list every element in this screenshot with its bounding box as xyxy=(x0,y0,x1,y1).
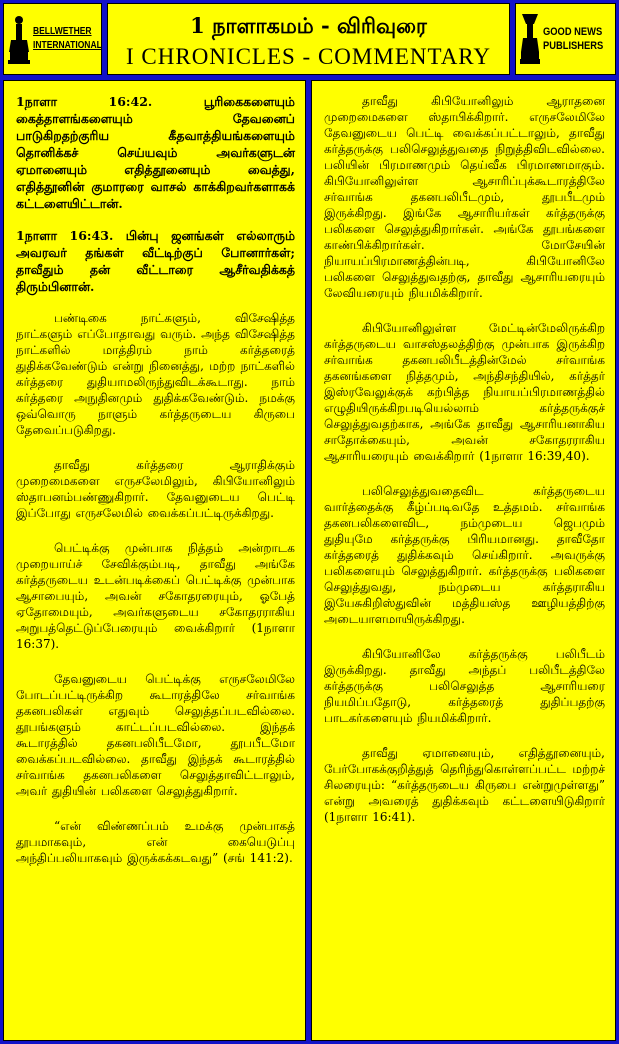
commentary-paragraph: தாவீது ஏமானையும், எதித்தூனையும், பேர்போகக்குறித்துத் தெரிந்துகொள்ளப்பட்ட மற்றச் சிலரையும்: “கர்த்தருடைய கிருபை என்றுமுள்ளது” என்று அவரைத் துதிக்கவும் கட்டளையிடுகிறார் (1நாளா 16:41). xyxy=(324,746,605,824)
commentary-paragraph: கிபியோனிலே கர்த்தருக்கு பலிபீடம் இருக்கிறது. தாவீது அந்தப் பலிபீடத்திலே கர்த்தருக்கு பலிசெலுத்த ஆசாரியரை நியமிப்பதோடு, கர்த்தரைத் துதிப்பதற்கு பாடகர்களையும் நியமிக்கிறார். xyxy=(324,647,605,725)
commentary-quote: “என் விண்ணப்பம் உமக்கு முன்பாகத் தூபமாகவும், என் கையெடுப்பு அந்திப்பலியாகவும் இருக்கக்கடவது” (சங் 141:2). xyxy=(16,819,295,865)
commentary-paragraph: தாவீது கிபியோனிலும் ஆராதனை முறைமைகளை ஸ்தாபிக்கிறார். எருசலேமிலே தேவனுடைய பெட்டி வைக்கப்பட்டாலும், தாவீது கர்த்தருக்கு பலிசெலுத்துவதை நிறுத்திவிடவில்லை. பலியின் பிரமாணமும் தெய்வீக பிரமாணமாகும். கிபியோனிலுள்ள ஆசாரிப்புக்கூடாரத்திலே சர்வாங்க தகனபலிபீடமும், தூபபீடமும் இருக்கிறது. இங்கே ஆசாரியர்கள் கர்த்தருக்கு பலிகளை செலுத்துகிறார்கள். அங்கே தூபங்களை காண்பிக்கிறார்கள். மோசேயின் நியாயப்பிரமாணத்தின்படி, கிபியோனிலே பலிகளை செலுத்துவதற்கு, தாவீது ஆசாரியரையும் லேவியரையும் நியமிக்கிறார். xyxy=(324,94,605,300)
verse-16-42: 1நாளா 16:42. பூரிகைகளையும் கைத்தாளங்களையும் தேவனைப் பாடுகிறதற்குரிய கீதவாத்தியங்களையும் தொனிக்கச் செய்யவும் அவர்களுடன் ஏமானையும் எதித்தூனையும் வைத்து, எதித்தூனின் குமாரரை வாசல் காக்கிறவர்களாகக் கட்டளையிட்டான். xyxy=(16,94,295,211)
commentary-paragraph: தேவனுடைய பெட்டிக்கு எருசலேமிலே போடப்பட்டிருக்கிற கூடாரத்திலே சர்வாங்க தகனபலிகள் எதுவும் செலுத்தப்படவில்லை. தூபங்களும் காட்டப்படவில்லை. இந்தக் கூடாரத்தில் தகனபலிபீடமோ, தூபபீடமோ வைக்கப்படவில்லை. தாவீது இந்தக் கூடாரத்தில் சர்வாங்க தகனபலிகளை செலுத்தாவிட்டாலும், அவர் துதியின் பலிகளை செலுத்துகிறார். xyxy=(16,672,295,798)
trumpet-icon xyxy=(520,12,540,66)
right-logo-line2: PUBLISHERS xyxy=(543,40,604,52)
commentary-paragraph: தாவீது கர்த்தரை ஆராதிக்கும் முறைமைகளை எருசலேமிலும், கிபியோனிலும் ஸ்தாபனம்பண்ணுகிறார். தேவனுடைய பெட்டி இப்போது எருசலேமில் வைக்கப்பட்டிருக்கிறது. xyxy=(16,458,295,520)
left-logo-line2: INTERNATIONAL xyxy=(33,40,102,51)
title-tamil: 1 நாளாகமம் - விரிவுரை xyxy=(190,13,427,38)
commentary-paragraph: பலிசெலுத்துவதைவிட கர்த்தருடைய வார்த்தைக்கு கீழ்ப்படிவதே உத்தமம். சர்வாங்க தகனபலிகளைவிட, நம்முடைய ஜெபமும் துதியுமே கர்த்தருக்கு பிரியமானது. தாவீதோ கர்த்தரைத் துதிக்கவும் செய்கிறார். அவருக்கு பலிகளையும் செலுத்துகிறார். கர்த்தருக்கு பலிகளை செலுத்துவது, நம்முடைய கர்த்தராகிய இயேசுகிறிஸ்துவின் மத்தியஸ்த ஊழியத்திற்கு அடையாளமாயிருக்கிறது. xyxy=(324,484,605,626)
right-logo-line1: GOOD NEWS xyxy=(543,26,603,38)
good-news-logo xyxy=(515,3,616,75)
left-logo-line1: BELLWETHER xyxy=(33,26,92,37)
left-column xyxy=(3,80,306,1041)
bellwether-logo xyxy=(3,3,102,75)
right-column xyxy=(311,80,616,1041)
sheep-icon xyxy=(8,12,30,66)
commentary-paragraph: பண்டிகை நாட்களும், விசேஷித்த நாட்களும் எப்போதாவது வரும். அந்த விசேஷித்த நாட்களில் மாத்திரம் நாம் கர்த்தரைத் துதிக்கவேண்டும் என்று நினைத்து, மற்ற நாட்களில் கர்த்தரை துதியாமலிருந்துவிடக்கூடாது. நாம் கர்த்தரை அநுதினமும் துதிக்கவேண்டும். நமக்கு ஒவ்வொரு நாளும் கர்த்தருடைய கிருபை தேவைப்படுகிறது. xyxy=(16,311,295,437)
commentary-paragraph: பெட்டிக்கு முன்பாக நித்தம் அன்றாடக முறையாய்ச் சேவிக்கும்படி, தாவீது அங்கே கர்த்தருடைய உடன்படிக்கைப் பெட்டிக்கு முன்பாக ஆசாபையும், அவன் சகோதரரையும், ஓபேத் ஏதோமையும், அவர்களுடைய சகோதரராகிய அறுபத்தெட்டுப்பேரையும் வைக்கிறார் (1நாளா 16:37). xyxy=(16,541,295,651)
commentary-paragraph: கிபியோனிலுள்ள மேட்டின்மேலிருக்கிற கர்த்தருடைய வாசஸ்தலத்திற்கு முன்பாக இருக்கிற சர்வாங்க தகனபலிபீடத்தின்மேல் சர்வாங்க தகனங்களை நித்தமும், அந்திசந்தியில், கர்த்தர் இஸ்ரவேலுக்குக் கற்பித்த நியாயப்பிரமாணத்தில் எழுதியிருக்கிறபடியெல்லாம் கர்த்தருக்குச் செலுத்துவதற்காக, அங்கே தாவீது ஆசாரியனாகிய சாதோக்கையும், அவன் சகோதரராகிய ஆசாரியரையும் வைக்கிறார் (1நாளா 16:39,40). xyxy=(324,321,605,463)
page-header xyxy=(107,3,510,75)
title-english: I CHRONICLES - COMMENTARY xyxy=(126,44,491,69)
verse-16-43: 1நாளா 16:43. பின்பு ஜனங்கள் எல்லாரும் அவரவர் தங்கள் வீட்டிற்குப் போனார்கள்; தாவீதும் தன் வீட்டாரை ஆசீர்வதிக்கத் திரும்பினான். xyxy=(16,228,295,294)
